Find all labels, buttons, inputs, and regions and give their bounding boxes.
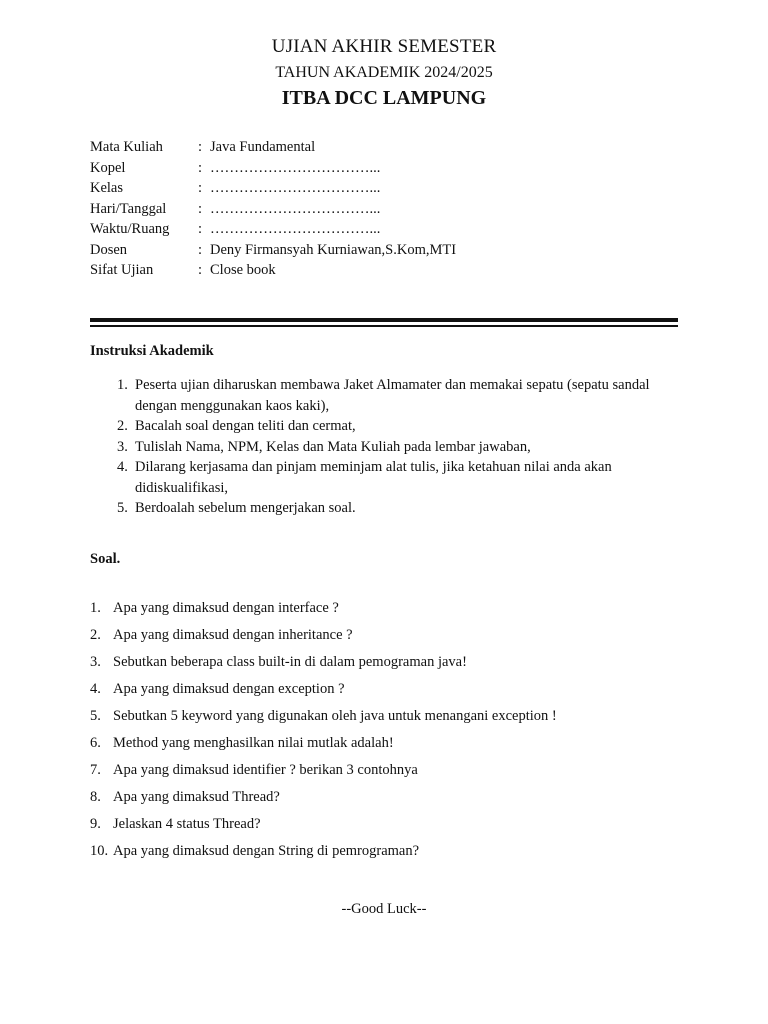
divider-thick (90, 318, 678, 322)
question-number: 5. (90, 708, 101, 724)
exam-title: UJIAN AKHIR SEMESTER (271, 36, 497, 57)
instructions-list (108, 375, 678, 519)
question-number: 6. (90, 735, 101, 751)
instructions-heading: Instruksi Akademik (90, 343, 214, 359)
item-text: Dilarang kerjasama dan pinjam meminjam alat tulis, jika ketahuan nilai anda akan didiskualifikasi, (135, 459, 612, 496)
question-item (90, 598, 680, 625)
info-label: Mata Kuliah (90, 139, 163, 155)
question-number: 1. (90, 600, 101, 616)
exam-info-block (90, 137, 456, 281)
question-text: Apa yang dimaksud dengan interface ? (113, 600, 339, 616)
info-label: Dosen (90, 241, 128, 258)
info-colon: : (198, 221, 203, 237)
item-text: Berdoalah sebelum mengerjakan soal. (135, 500, 356, 516)
questions-heading: Soal. (90, 551, 121, 567)
info-label: Kelas (90, 180, 124, 196)
info-colon: : (198, 200, 203, 217)
question-item (90, 652, 680, 679)
info-value: Java Fundamental (210, 139, 316, 155)
info-colon: : (198, 139, 203, 155)
item-number: 1. (117, 377, 128, 393)
list-item (108, 498, 678, 519)
question-text: Method yang menghasilkan nilai mutlak adalah! (113, 735, 394, 751)
info-value: ……………………………... (210, 159, 381, 176)
question-item (90, 706, 680, 733)
question-number: 9. (90, 816, 101, 832)
list-item (108, 375, 678, 416)
question-text: Sebutkan 5 keyword yang digunakan oleh java untuk menangani exception ! (113, 708, 557, 724)
info-value: Close book (210, 262, 276, 278)
info-colon: : (198, 241, 203, 258)
question-number: 7. (90, 762, 101, 778)
divider-thin (90, 325, 678, 327)
info-label: Kopel (90, 159, 126, 176)
question-item (90, 733, 680, 760)
item-number: 3. (117, 438, 128, 455)
question-text: Apa yang dimaksud Thread? (113, 789, 280, 805)
info-label: Hari/Tanggal (90, 200, 167, 217)
info-row-kopel (90, 158, 456, 179)
info-row-class (90, 178, 456, 199)
academic-year: TAHUN AKADEMIK 2024/2025 (275, 64, 493, 81)
info-row-exam-type (90, 260, 456, 281)
list-item (108, 437, 678, 458)
info-colon: : (198, 159, 203, 176)
question-number: 3. (90, 654, 101, 670)
info-value: ……………………………... (210, 180, 381, 196)
closing-text: --Good Luck-- (341, 901, 427, 917)
info-row-date (90, 199, 456, 220)
question-item (90, 679, 680, 706)
info-label: Sifat Ujian (90, 262, 154, 278)
info-colon: : (198, 262, 203, 278)
info-value: Deny Firmansyah Kurniawan,S.Kom,MTI (210, 241, 457, 258)
question-number: 2. (90, 627, 101, 643)
info-row-time-room (90, 219, 456, 240)
item-text: Peserta ujian diharuskan membawa Jaket Almamater dan memakai sepatu (sepatu sandal dengan menggunakan kaos kaki), (135, 377, 650, 414)
questions-list (90, 598, 680, 868)
item-text: Tulislah Nama, NPM, Kelas dan Mata Kuliah pada lembar jawaban, (135, 438, 531, 455)
info-label: Waktu/Ruang (90, 221, 170, 237)
info-value: ……………………………... (210, 221, 381, 237)
question-item (90, 625, 680, 652)
question-text: Sebutkan beberapa class built-in di dalam pemograman java! (113, 654, 467, 670)
item-number: 2. (117, 418, 128, 434)
item-text: Bacalah soal dengan teliti dan cermat, (135, 418, 356, 434)
info-value: ……………………………... (210, 200, 381, 217)
question-text: Apa yang dimaksud dengan inheritance ? (113, 627, 353, 643)
question-item (90, 841, 680, 868)
question-item (90, 760, 680, 787)
info-row-lecturer (90, 240, 456, 261)
question-number: 4. (90, 681, 101, 697)
question-text: Apa yang dimaksud identifier ? berikan 3 contohnya (113, 762, 418, 778)
info-colon: : (198, 180, 203, 196)
item-number: 5. (117, 500, 128, 516)
question-text: Jelaskan 4 status Thread? (113, 816, 261, 832)
question-item (90, 787, 680, 814)
question-number: 10. (90, 843, 109, 859)
question-text: Apa yang dimaksud dengan exception ? (113, 681, 345, 697)
question-number: 8. (90, 789, 101, 805)
list-item (108, 416, 678, 437)
question-text: Apa yang dimaksud dengan String di pemrograman? (113, 843, 420, 859)
institution-name: ITBA DCC LAMPUNG (281, 87, 487, 109)
list-item (108, 457, 678, 498)
question-item (90, 814, 680, 841)
info-row-course (90, 137, 456, 158)
item-number: 4. (117, 459, 128, 475)
